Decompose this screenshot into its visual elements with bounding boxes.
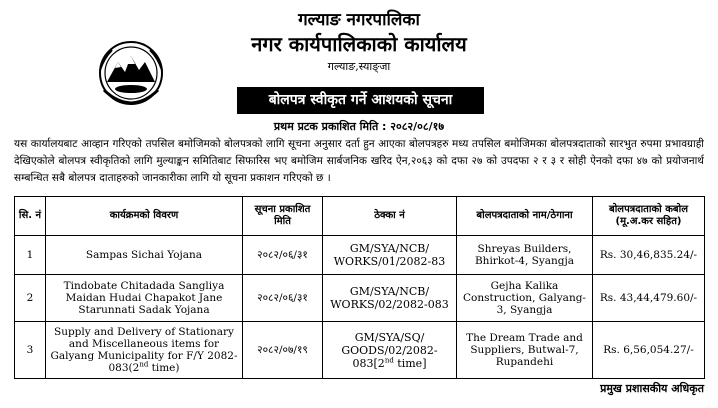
cell-program-text: Supply and Delivery of Stationary and Miscellaneous items for Galyang Municipality for F/Y 2082-083(2	[50, 326, 238, 374]
cell-bidder: The Dream Trade and Suppliers, Butwal-7, Rupandehi	[457, 322, 593, 379]
office-name: नगर कार्यपालिकाको कार्यालय	[251, 32, 467, 56]
cell-date: २०८२/०७/१९	[243, 322, 323, 379]
table-row	[15, 322, 705, 379]
col-header-sn: सि. नं	[15, 197, 46, 236]
cell-contract: GM/SYA/NCB/ WORKS/02/2082-083	[323, 275, 457, 322]
cell-date: २०८२/०६/३१	[243, 236, 323, 275]
cell-contract-text-end: time]	[393, 356, 427, 370]
superscript: nd	[139, 360, 149, 369]
col-header-program: कार्यक्रमको विवरण	[46, 197, 243, 236]
cell-contract: GM/SYA/NCB/ WORKS/01/2082-83	[323, 236, 457, 275]
col-header-contract: ठेक्का नं	[323, 197, 457, 236]
cell-amount: Rs. 6,56,054.27/-	[593, 322, 705, 379]
cell-program	[46, 322, 243, 379]
cell-program-text-end: time)	[148, 362, 180, 374]
cell-sn: 3	[15, 322, 46, 379]
cell-bidder: Shreyas Builders, Bhirkot-4, Syangja	[457, 236, 593, 275]
col-header-date: सूचना प्रकाशित मिति	[243, 197, 323, 236]
cell-sn: 1	[15, 236, 46, 275]
municipality-name: गल्याङ नगरपालिका	[298, 10, 420, 30]
cell-bidder: Gejha Kalika Construction, Galyang-3, Syangja	[457, 275, 593, 322]
superscript: nd	[384, 355, 394, 364]
cell-sn: 2	[15, 275, 46, 322]
office-address: गल्याङ,स्याङ्जा	[327, 60, 391, 73]
cell-program: Tindobate Chitadada Sangliya Maidan Hudai Chapakot Jane Starunnati Sadak Yojana	[46, 275, 243, 322]
table-row	[15, 236, 705, 275]
cell-program: Sampas Sichai Yojana	[46, 236, 243, 275]
bid-table	[14, 196, 705, 379]
cell-date: २०८२/०६/३१	[243, 275, 323, 322]
notice-title: बोलपत्र स्वीकृत गर्ने आशयको सूचना	[237, 87, 484, 114]
cell-amount: Rs. 43,44,479.60/-	[593, 275, 705, 322]
notice-body: यस कार्यालयबाट आव्हान गरिएको तपसिल बमोजिमको बोलपत्रको लागि सूचना अनुसार दर्ता हुन आएका बोलपत्रहरु मध्य तपसिल बमोजिमका बोलपत्रदाताको सारभुत रुपमा प्रभावग्राही देखिएकोले बोलपत्र स्वीकृतिको लागि मुल्याङ्कन समितिबाट सिफारिस भए बमोजिम सार्बजनिक खरिद ऐन,२०६३ को दफा २७ को उपदफा २ र ३ र सोही ऐनको दफा ४७ को प्रयोजनार्थ सम्बन्धित सबै बोलपत्र दाताहरुको जानकारीका लागि यो सूचना प्रकाशन गरिएको छ ।	[14, 138, 704, 184]
table-row	[15, 275, 705, 322]
col-header-amount: बोलपत्रदाताको कबोल (मू.अ.कर सहित)	[593, 197, 705, 236]
publication-date: प्रथम प्रटक प्रकाशित मिति : २०८२/०८/१७	[273, 120, 445, 133]
cell-amount: Rs. 30,46,835.24/-	[593, 236, 705, 275]
cell-contract-text: GM/SYA/SQ/ GOODS/02/2082-083[2	[341, 330, 438, 370]
cell-contract	[323, 322, 457, 379]
col-header-bidder: बोलपत्रदाताको नाम/ठेगाना	[457, 197, 593, 236]
table-header-row	[15, 197, 705, 236]
signoff: प्रमुख प्रशासकीय अधिकृत	[600, 382, 704, 395]
